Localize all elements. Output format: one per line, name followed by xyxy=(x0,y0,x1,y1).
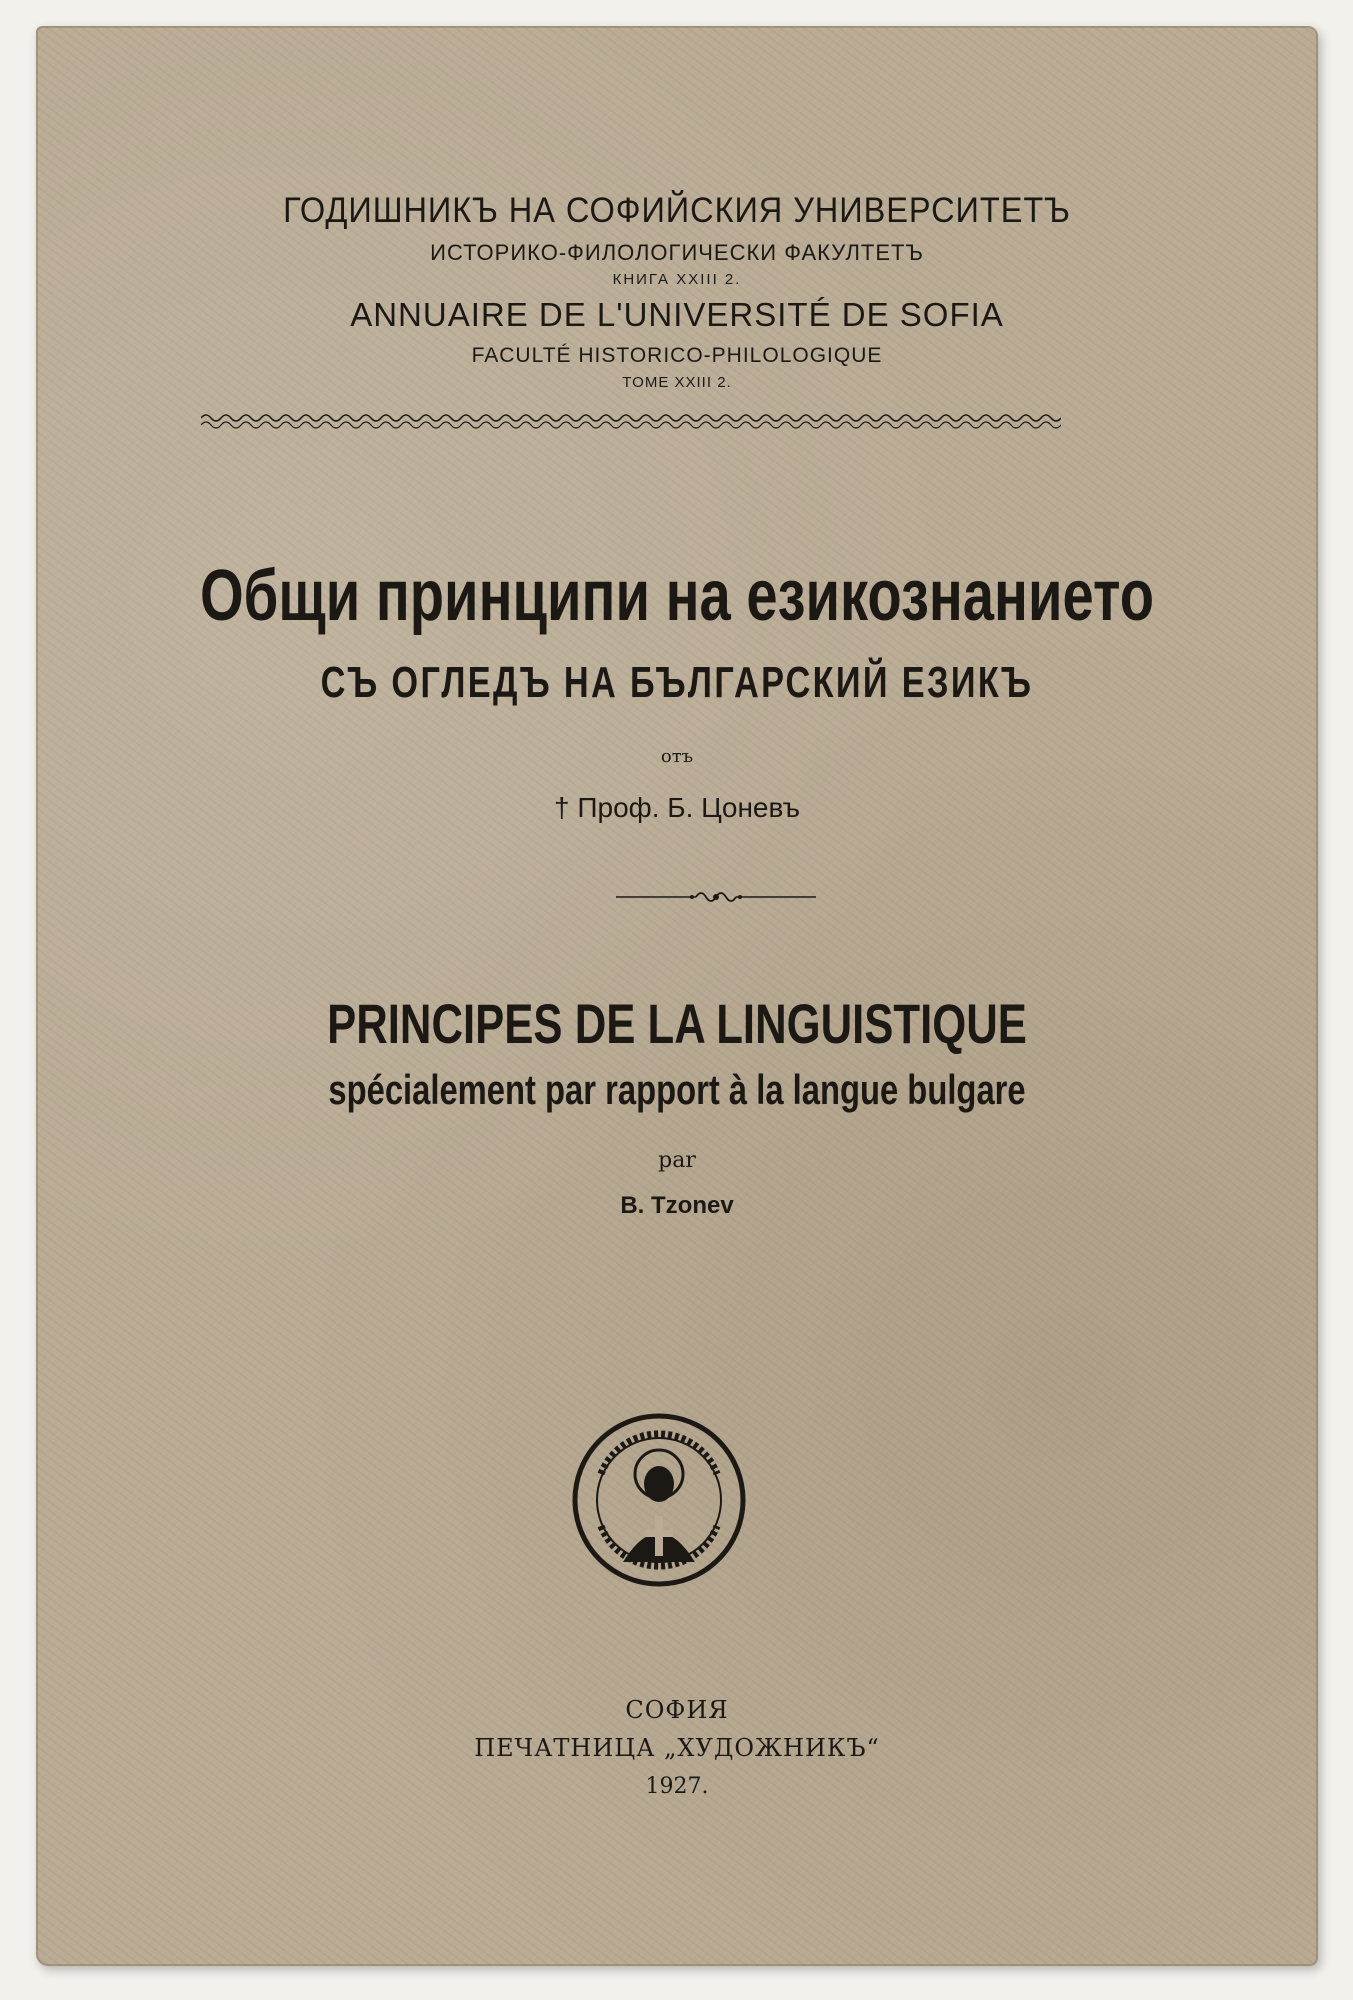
imprint-city: СОФИЯ xyxy=(625,1696,729,1724)
saint-kliment-seal-icon xyxy=(571,1412,747,1588)
header-fr-faculty: FACULTÉ HISTORICO-PHILOLOGIQUE xyxy=(471,344,883,367)
author-bg: † Проф. Б. Цоневъ xyxy=(554,792,800,823)
header-bg-volume: КНИГА XXIII 2. xyxy=(612,271,742,288)
header-fr-university: ANNUAIRE DE L'UNIVERSITÉ DE SOFIA xyxy=(350,296,1004,333)
title-fr-subtitle: spécialement par rapport à la langue bulgare xyxy=(328,1066,1026,1113)
imprint-year: 1927. xyxy=(645,1774,709,1799)
author-fr: B. Tzonev xyxy=(620,1192,734,1219)
title-bg-by: отъ xyxy=(660,746,694,767)
title-bg-subtitle: СЪ ОГЛЕДЪ НА БЪЛГАРСКИЙ ЕЗИКЪ xyxy=(320,658,1034,707)
title-fr-by: par xyxy=(658,1148,696,1173)
title-bg-main: Общи принципи на езикознанието xyxy=(199,556,1155,636)
imprint-press: ПЕЧАТНИЦА „ХУДОЖНИКЪ“ xyxy=(474,1734,880,1762)
book-cover xyxy=(36,26,1318,1966)
title-fr-main: PRINCIPES DE LA LINGUISTIQUE xyxy=(327,992,1027,1055)
header-bg-faculty: ИСТОРИКО-ФИЛОЛОГИЧЕСКИ ФАКУЛТЕТЪ xyxy=(430,240,924,265)
ornament-divider-icon xyxy=(616,884,816,910)
wavy-rule-divider xyxy=(201,410,1061,432)
header-bg-university: ГОДИШНИКЪ НА СОФИЙСКИЯ УНИВЕРСИТЕТЪ xyxy=(283,191,1071,230)
header-fr-volume: TOME XXIII 2. xyxy=(622,374,732,391)
